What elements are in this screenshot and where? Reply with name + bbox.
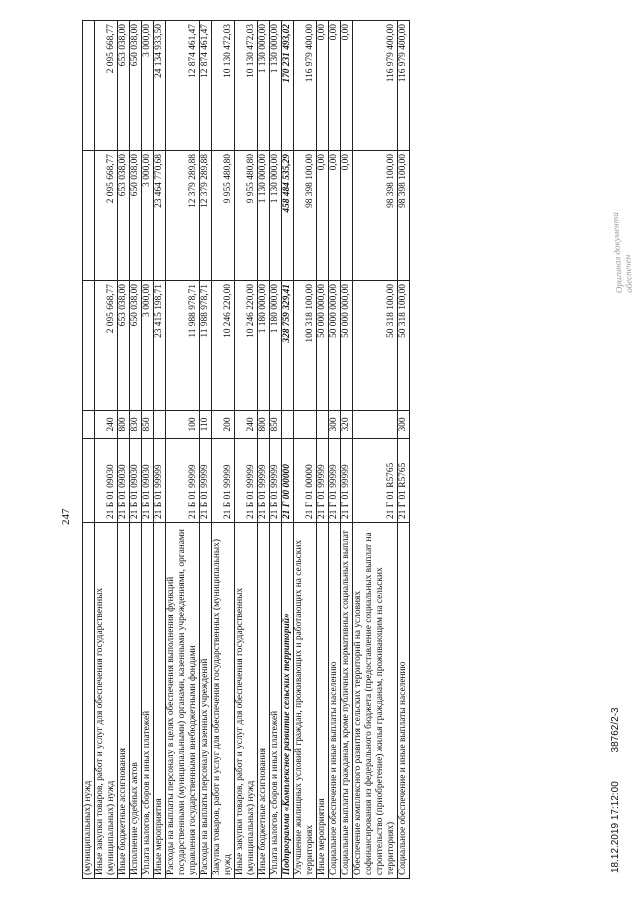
row-vr-cell: 240 <box>95 411 118 439</box>
row-amount-2-cell: 1 130 000,00 <box>258 151 270 281</box>
row-name-cell: Иные бюджетные ассигнования <box>118 523 130 879</box>
row-code-cell: 21 Б 01 99999 <box>166 439 200 523</box>
row-code-cell: 21 Б 01 09030 <box>142 439 154 523</box>
row-amount-1-cell: 653 038,00 <box>118 281 130 411</box>
row-amount-3-cell: 0,00 <box>329 21 341 151</box>
table-row <box>83 21 95 879</box>
row-vr-cell: 320 <box>341 411 353 439</box>
row-vr-cell <box>317 411 329 439</box>
row-name-cell: Иные закупки товаров, работ и услуг для обеспечения государственных (муниципальных) нужд <box>95 523 118 879</box>
row-amount-3-cell: 0,00 <box>341 21 353 151</box>
footer <box>610 681 621 873</box>
row-name-cell: Иные закупки товаров, работ и услуг для обеспечения государственных (муниципальных) нужд <box>235 523 258 879</box>
row-code-cell: 21 Б 01 09030 <box>130 439 142 523</box>
row-amount-2-cell: 0,00 <box>329 151 341 281</box>
row-amount-2-cell: 2 095 668,77 <box>95 151 118 281</box>
row-vr-cell <box>294 411 317 439</box>
footer-doc-code: 38762/2-3 <box>610 707 621 753</box>
row-amount-1-cell: 10 246 220,00 <box>212 281 235 411</box>
row-amount-2-cell: 9 955 480,80 <box>212 151 235 281</box>
row-amount-1-cell: 1 180 000,00 <box>258 281 270 411</box>
row-code-cell: 21 Б 01 99999 <box>235 439 258 523</box>
table-row <box>130 21 142 879</box>
row-amount-2-cell: 458 484 535,29 <box>282 151 294 281</box>
row-amount-3-cell: 650 038,00 <box>130 21 142 151</box>
row-vr-cell: 110 <box>200 411 212 439</box>
table-row <box>200 21 212 879</box>
stamp-line-2: обеспечен <box>622 254 635 293</box>
row-code-cell: 21 Г 01 99999 <box>329 439 341 523</box>
row-code-cell: 21 Г 01 R5765 <box>398 439 410 523</box>
row-amount-2-cell: 0,00 <box>341 151 353 281</box>
row-amount-1-cell: 23 415 198,71 <box>154 281 166 411</box>
row-amount-2-cell: 653 038,00 <box>118 151 130 281</box>
row-vr-cell: 800 <box>258 411 270 439</box>
row-amount-1-cell: 11 988 978,71 <box>166 281 200 411</box>
row-name-cell: Иные мероприятия <box>154 523 166 879</box>
page-number: 247 <box>60 508 72 525</box>
row-name-cell: Социальное обеспечение и иные выплаты населению <box>398 523 410 879</box>
row-amount-2-cell <box>83 151 95 281</box>
row-amount-1-cell: 10 246 220,00 <box>235 281 258 411</box>
row-vr-cell <box>353 411 398 439</box>
row-amount-1-cell: 50 318 100,00 <box>353 281 398 411</box>
row-amount-3-cell: 116 979 400,00 <box>353 21 398 151</box>
row-vr-cell <box>154 411 166 439</box>
row-amount-3-cell: 3 000,00 <box>142 21 154 151</box>
row-name-cell: Иные бюджетные ассигнования <box>258 523 270 879</box>
table-row <box>398 21 410 879</box>
row-amount-1-cell: 1 180 000,00 <box>270 281 282 411</box>
table-row <box>258 21 270 879</box>
row-code-cell: 21 Г 01 R5765 <box>353 439 398 523</box>
row-vr-cell: 240 <box>235 411 258 439</box>
row-amount-2-cell: 9 955 480,80 <box>235 151 258 281</box>
row-amount-3-cell: 0,00 <box>317 21 329 151</box>
row-amount-1-cell: 2 095 668,77 <box>95 281 118 411</box>
row-name-cell: Исполнение судебных актов <box>130 523 142 879</box>
row-name-cell: Расходы на выплаты персоналу в целях обеспечения выполнения функций государственными (муниципальными) органами, казенными учреждениями, органами управления государственными внебюджетными фондами <box>166 523 200 879</box>
row-amount-1-cell: 328 759 329,41 <box>282 281 294 411</box>
row-amount-2-cell: 3 000,00 <box>142 151 154 281</box>
row-code-cell: 21 Б 01 99999 <box>154 439 166 523</box>
row-vr-cell: 850 <box>270 411 282 439</box>
budget-table-body <box>83 21 410 879</box>
row-code-cell <box>83 439 95 523</box>
budget-table <box>82 20 410 879</box>
row-name-cell: Подпрограмма «Комплексное развитие сельских территорий» <box>282 523 294 879</box>
row-vr-cell: 800 <box>118 411 130 439</box>
row-amount-1-cell: 11 988 978,71 <box>200 281 212 411</box>
row-code-cell: 21 Б 01 99999 <box>270 439 282 523</box>
row-vr-cell <box>83 411 95 439</box>
copy-stamp <box>610 212 634 294</box>
row-name-cell: Расходы на выплаты персоналу казенных учреждений <box>200 523 212 879</box>
row-name-cell: Закупка товаров, работ и услуг для обеспечения государственных (муниципальных) нужд <box>212 523 235 879</box>
row-name-cell: Уплата налогов, сборов и иных платежей <box>142 523 154 879</box>
stamp-line-1: Оригинал документа <box>609 212 625 294</box>
row-amount-3-cell: 12 874 461,47 <box>166 21 200 151</box>
row-vr-cell <box>282 411 294 439</box>
row-vr-cell: 830 <box>130 411 142 439</box>
table-row <box>329 21 341 879</box>
row-code-cell: 21 Б 01 09030 <box>95 439 118 523</box>
table-row <box>166 21 200 879</box>
row-amount-3-cell: 10 130 472,03 <box>235 21 258 151</box>
row-amount-2-cell: 23 464 770,68 <box>154 151 166 281</box>
row-amount-2-cell: 98 398 100,00 <box>294 151 317 281</box>
row-name-cell: Уплата налогов, сборов и иных платежей <box>270 523 282 879</box>
table-row <box>142 21 154 879</box>
row-name-cell: Обеспечение комплексного развития сельских территорий на условиях софинансирования из федерального бюджета (предоставление социальных выплат на строительство (приобретение) жилья гражданам, проживающим на сельских территориях) <box>353 523 398 879</box>
row-amount-3-cell: 116 979 400,00 <box>398 21 410 151</box>
row-code-cell: 21 Б 01 99999 <box>212 439 235 523</box>
row-amount-2-cell: 650 038,00 <box>130 151 142 281</box>
row-amount-3-cell: 2 095 668,77 <box>95 21 118 151</box>
row-code-cell: 21 Г 01 99999 <box>317 439 329 523</box>
row-name-cell: Улучшение жилищных условий граждан, проживающих и работающих на сельских территориях <box>294 523 317 879</box>
row-amount-2-cell: 98 398 100,00 <box>398 151 410 281</box>
row-amount-1-cell: 50 000 000,00 <box>317 281 329 411</box>
row-name-cell: Социальные выплаты гражданам, кроме публичных нормативных социальных выплат <box>341 523 353 879</box>
row-name-cell: (муниципальных) нужд <box>83 523 95 879</box>
row-amount-1-cell: 650 038,00 <box>130 281 142 411</box>
row-vr-cell: 200 <box>212 411 235 439</box>
row-amount-3-cell: 653 038,00 <box>118 21 130 151</box>
row-code-cell: 21 Г 01 99999 <box>341 439 353 523</box>
row-amount-2-cell: 12 379 289,88 <box>166 151 200 281</box>
row-amount-2-cell: 98 398 100,00 <box>353 151 398 281</box>
row-amount-1-cell: 100 318 100,00 <box>294 281 317 411</box>
row-amount-3-cell: 1 130 000,00 <box>270 21 282 151</box>
table-row <box>95 21 118 879</box>
table-row <box>235 21 258 879</box>
table-row <box>353 21 398 879</box>
row-amount-2-cell: 0,00 <box>317 151 329 281</box>
row-name-cell: Социальное обеспечение и иные выплаты населению <box>329 523 341 879</box>
row-amount-2-cell: 1 130 000,00 <box>270 151 282 281</box>
row-amount-3-cell <box>83 21 95 151</box>
row-code-cell: 21 Б 01 09030 <box>118 439 130 523</box>
row-vr-cell: 300 <box>398 411 410 439</box>
row-code-cell: 21 Б 01 99999 <box>200 439 212 523</box>
table-row <box>212 21 235 879</box>
row-amount-1-cell: 3 000,00 <box>142 281 154 411</box>
table-row <box>282 21 294 879</box>
row-code-cell: 21 Г 01 00000 <box>294 439 317 523</box>
table-row <box>154 21 166 879</box>
row-amount-3-cell: 24 134 933,50 <box>154 21 166 151</box>
row-amount-3-cell: 12 874 461,47 <box>200 21 212 151</box>
row-name-cell: Иные мероприятия <box>317 523 329 879</box>
table-row <box>317 21 329 879</box>
row-amount-3-cell: 1 130 000,00 <box>258 21 270 151</box>
table-row <box>294 21 317 879</box>
row-amount-1-cell: 50 000 000,00 <box>341 281 353 411</box>
row-amount-1-cell <box>83 281 95 411</box>
table-row <box>341 21 353 879</box>
row-code-cell: 21 Б 01 99999 <box>258 439 270 523</box>
table-row <box>118 21 130 879</box>
row-vr-cell: 100 <box>166 411 200 439</box>
row-amount-1-cell: 50 318 100,00 <box>398 281 410 411</box>
table-row <box>270 21 282 879</box>
footer-timestamp: 18.12.2019 17:12:00 <box>610 781 621 873</box>
row-vr-cell: 850 <box>142 411 154 439</box>
row-amount-2-cell: 12 379 289,88 <box>200 151 212 281</box>
row-amount-1-cell: 50 000 000,00 <box>329 281 341 411</box>
row-amount-3-cell: 10 130 472,03 <box>212 21 235 151</box>
row-code-cell: 21 Г 00 00000 <box>282 439 294 523</box>
row-amount-3-cell: 170 231 493,02 <box>282 21 294 151</box>
row-vr-cell: 300 <box>329 411 341 439</box>
row-amount-3-cell: 116 979 400,00 <box>294 21 317 151</box>
